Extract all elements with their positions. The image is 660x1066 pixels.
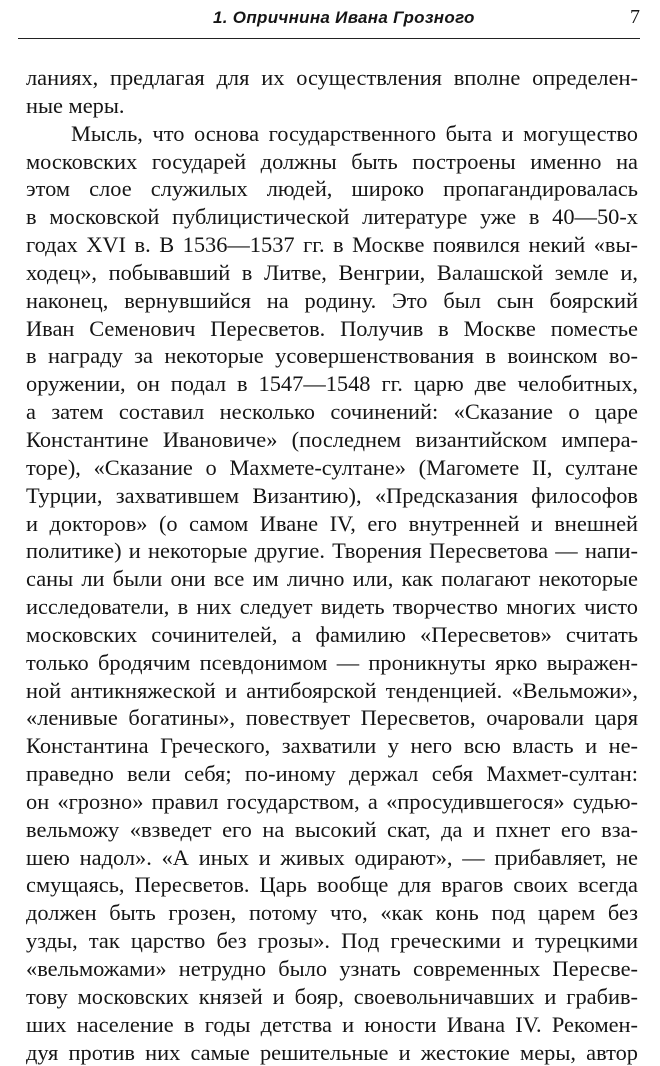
page-header [0,0,660,42]
text-line: шею надол». «А иных и живых одирают», — прибавляет, не [26,844,638,870]
text-line: политике) и некоторые другие. Творения Пересветова — напи- [26,538,638,564]
text-line: московских сочинителей, а фамилию «Пересветов» считать [26,621,638,647]
text-line: Константине Ивановиче» (последнем византийском импера- [26,426,638,452]
text-line: тову московских князей и бояр, своевольничавших и грабив- [26,983,638,1009]
text-line: узды, так царство без грозы». Под греческими и турецкими [26,928,638,954]
text-line: и докторов» (о самом Иване IV, его внутренней и внешней [26,510,638,536]
text-line: праведно вели себя; по-иному держал себя Махмет-султан: [26,761,638,787]
text-line: ной антикняжеской и антибоярской тенденцией. «Вельможи», [26,677,638,703]
text-line: этом слое служилых людей, широко пропагандировалась [26,176,638,202]
text-line: он «грозно» правил государством, а «просудившегося» судью- [26,788,638,814]
body-text [26,64,638,1066]
text-line: в московской публицистической литературе уже в 40—50-х [26,204,638,230]
text-line: должен быть грозен, потому что, «как конь под царем без [26,900,638,926]
text-line: Иван Семенович Пересветов. Получив в Москве поместье [26,315,638,341]
text-line: смущаясь, Пересветов. Царь вообще для врагов своих всегда [26,872,638,898]
text-line: исследователи, в них следует видеть творчество многих чисто [26,594,638,620]
text-line: дуя против них самые решительные и жестокие меры, автор [26,1039,638,1065]
text-line: торе), «Сказание о Махмете-султане» (Магомете II, султане [26,454,638,480]
text-line: ланиях, предлагая для их осуществления вполне определен- [26,65,638,90]
text-line: Мысль, что основа государственного быта и могущество [71,120,638,146]
header-rule [18,38,640,39]
text-line: вельможу «взведет его на высокий скат, да и пхнет его вза- [26,816,638,842]
text-line: в награду за некоторые усовершенствования в воинском во- [26,343,638,369]
text-line: ные меры. [26,92,125,118]
text-line: оружении, он подал в 1547—1548 гг. царю две челобитных, [26,371,638,397]
text-line: ходец», побывавший в Литве, Венгрии, Валашской земле и, [26,259,638,285]
text-line: Турции, захватившем Византию), «Предсказания философов [26,482,638,508]
text-line: а затем составил несколько сочинений: «Сказание о царе [26,399,638,425]
text-line: годах XVI в. В 1536—1537 гг. в Москве появился некий «вы- [26,232,638,258]
text-line: «ленивые богатины», повествует Пересветов, очаровали царя [26,705,638,731]
text-line: саны ли были они все им лично или, как полагают некоторые [26,566,638,592]
text-line: ших население в годы детства и юности Ивана IV. Рекомен- [26,1011,638,1037]
page-number: 7 [630,6,640,28]
text-line: московских государей должны быть построены именно на [26,148,638,174]
text-line: только бродячим псевдонимом — проникнуты ярко выражен- [26,649,638,675]
text-line: наконец, вернувшийся на родину. Это был сын боярский [26,287,638,313]
text-line: «вельможами» нетрудно было узнать современных Пересве- [26,956,638,981]
running-title: 1. Опричнина Ивана Грозного [213,8,475,27]
text-line: Константина Греческого, захватили у него всю власть и не- [26,733,638,759]
